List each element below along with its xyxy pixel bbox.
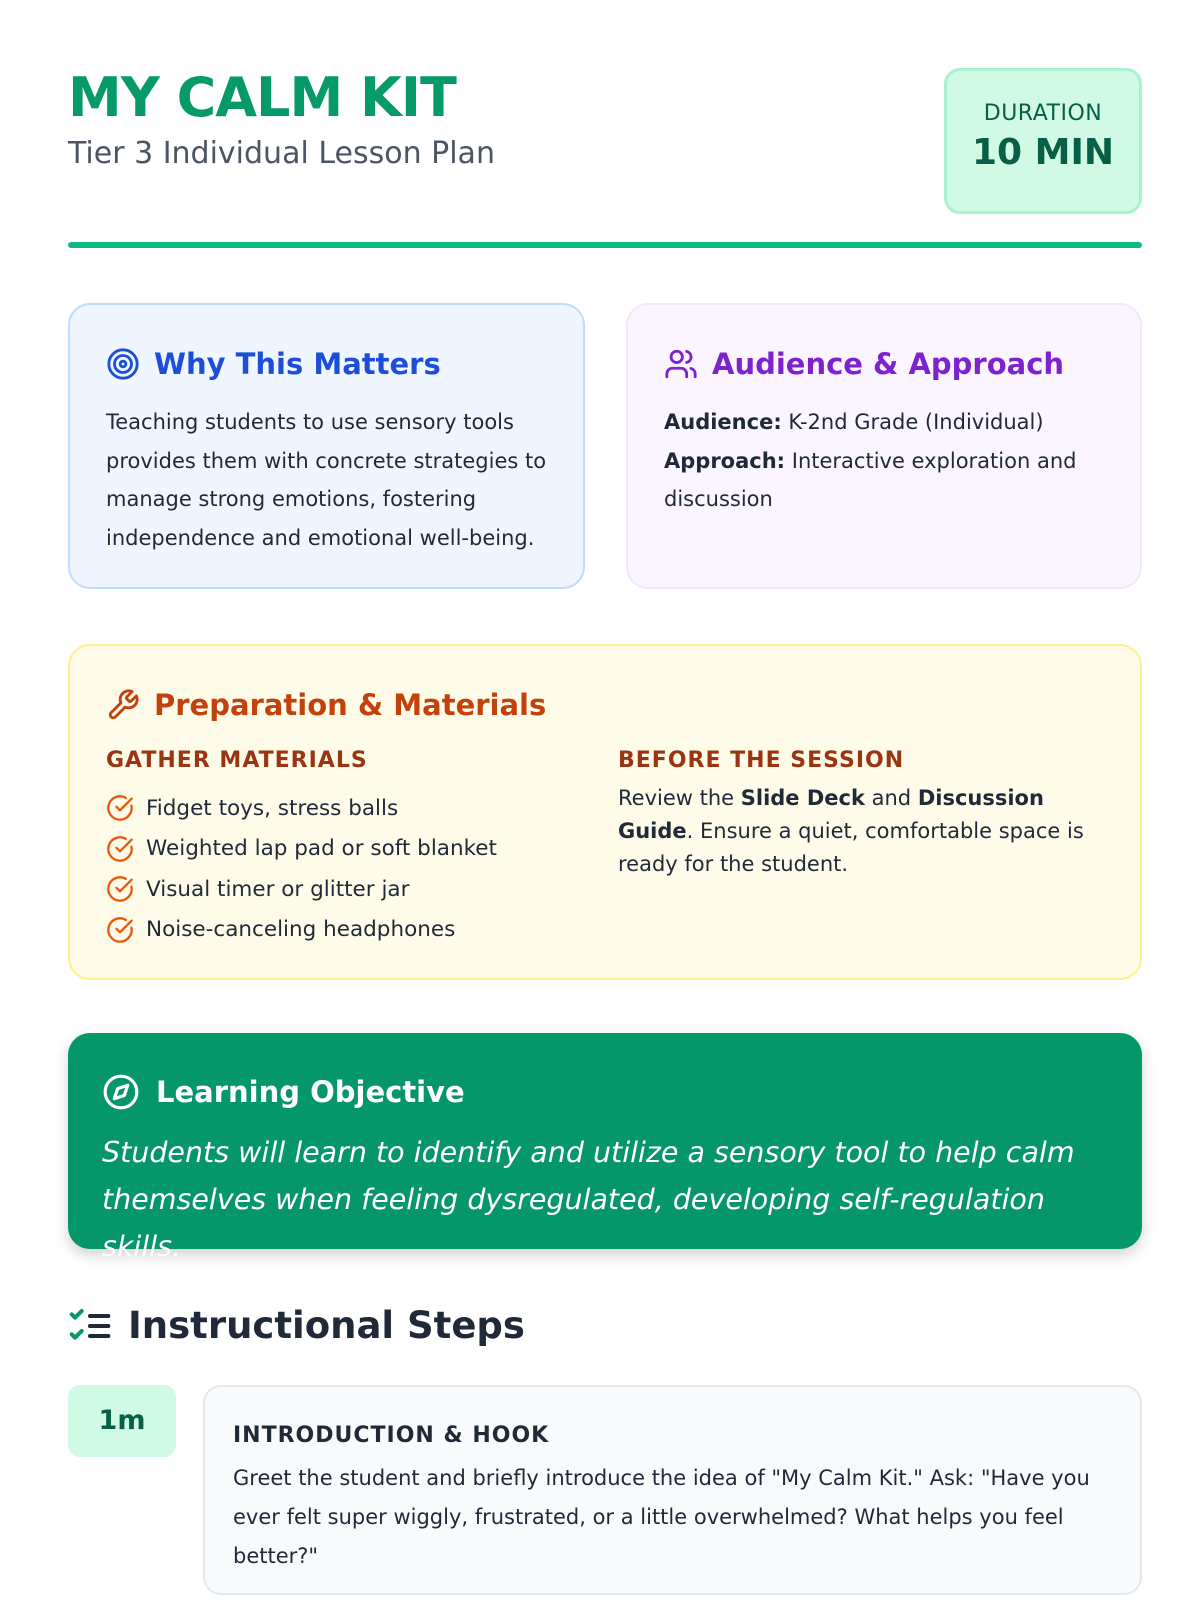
list-item — [106, 829, 497, 870]
header — [68, 66, 1142, 216]
duration-label: DURATION — [983, 101, 1103, 126]
session-text-part: and — [864, 786, 918, 810]
objective-text: Students will learn to identify and utilize a sensory tool to help calm themselves when feeling dysregulated, developing self-regulation skills. — [102, 1136, 1075, 1263]
approach-line — [664, 442, 1110, 519]
why-title: Why This Matters — [154, 347, 441, 381]
wrench-icon — [106, 688, 140, 722]
audience-title: Audience & Approach — [712, 347, 1065, 381]
compass-icon — [102, 1073, 140, 1111]
instructional-steps-heading — [68, 1304, 525, 1347]
list-item — [106, 869, 497, 910]
preparation-card — [68, 644, 1142, 980]
steps-title: Instructional Steps — [128, 1304, 525, 1347]
step-description: Greet the student and briefly introduce the idea of "My Calm Kit." Ask: "Have you ever felt super wiggly, frustrated, or a little overwhelmed? What helps you feel better?" — [233, 1466, 1090, 1568]
step-time-badge: 1m — [68, 1385, 176, 1457]
why-this-matters-card — [68, 303, 585, 589]
header-divider — [68, 242, 1142, 248]
step-card — [203, 1385, 1142, 1595]
duration-value: 10 MIN — [972, 132, 1114, 173]
material-label: Weighted lap pad or soft blanket — [146, 836, 497, 862]
preparation-heading — [106, 688, 546, 722]
slide-deck-label: Slide Deck — [740, 786, 865, 810]
approach-value: Interactive exploration and discussion — [664, 448, 1077, 511]
audience-body — [664, 403, 1110, 519]
session-text-part: . Ensure a quiet, comfortable space is ready for the student. — [618, 819, 1084, 876]
list-item — [106, 910, 497, 951]
objective-title: Learning Objective — [156, 1075, 465, 1109]
materials-list — [106, 788, 497, 950]
duration-badge — [944, 68, 1142, 214]
gather-materials-heading: GATHER MATERIALS — [106, 748, 368, 773]
before-session-heading: BEFORE THE SESSION — [618, 748, 905, 773]
list-item — [106, 788, 497, 829]
approach-label: Approach: — [664, 448, 786, 473]
check-circle-icon — [106, 794, 134, 822]
audience-approach-card — [626, 303, 1142, 589]
step-title: INTRODUCTION & HOOK — [233, 1423, 550, 1448]
audience-value: K-2nd Grade (Individual) — [781, 410, 1044, 434]
objective-heading — [102, 1073, 465, 1111]
list-checks-icon — [68, 1306, 112, 1346]
why-heading — [106, 347, 441, 381]
material-label: Fidget toys, stress balls — [146, 795, 399, 821]
page-title: MY CALM KIT — [68, 66, 456, 129]
target-icon — [106, 347, 140, 381]
page-subtitle: Tier 3 Individual Lesson Plan — [68, 136, 495, 171]
check-circle-icon — [106, 835, 134, 863]
users-icon — [664, 347, 698, 381]
audience-line — [664, 403, 1110, 442]
material-label: Visual timer or glitter jar — [146, 876, 410, 902]
check-circle-icon — [106, 875, 134, 903]
check-circle-icon — [106, 916, 134, 944]
discussion-guide-label: Discussion Guide — [618, 786, 1044, 843]
material-label: Noise-canceling headphones — [146, 917, 456, 943]
session-text-part: Review the — [618, 786, 741, 810]
learning-objective-card — [68, 1033, 1142, 1263]
why-body: Teaching students to use sensory tools provides them with concrete strategies to manage strong emotions, fostering independence and emotional well-being. — [106, 410, 547, 550]
audience-label: Audience: — [664, 410, 782, 434]
audience-heading — [664, 347, 1064, 381]
session-text — [618, 782, 1118, 881]
preparation-title: Preparation & Materials — [154, 688, 547, 722]
